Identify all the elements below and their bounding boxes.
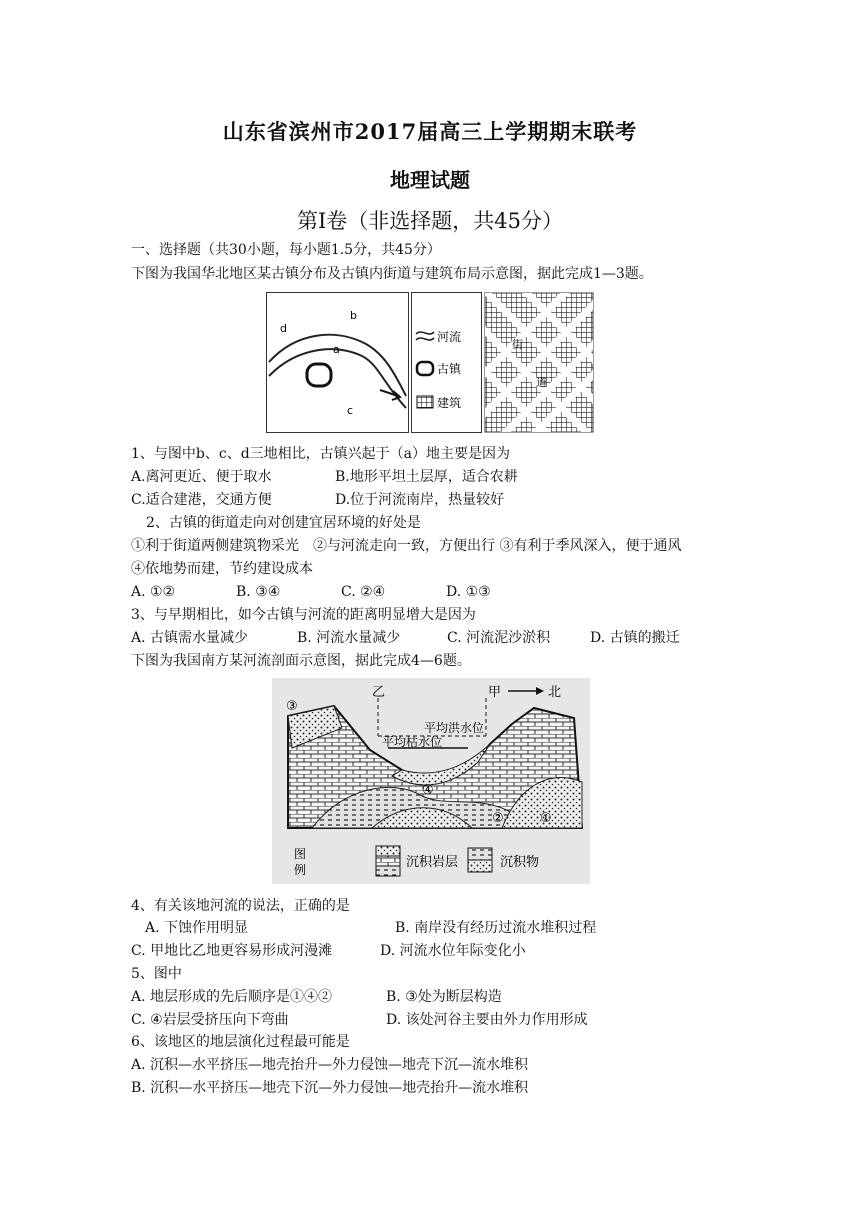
paper-title: 山东省滨州市2017届高三上学期期末联考 (222, 119, 638, 144)
point-jia: 甲 (488, 685, 502, 700)
figure2-svg (272, 678, 590, 884)
q5-stem: 5、图中 (131, 966, 182, 982)
q4-option-a: A. 下蚀作用明显 (145, 920, 249, 936)
building-legend-icon (417, 396, 433, 408)
q2-statement-1: ①利于街道两侧建筑物采光 ②与河流走向一致，方便出行 ③有利于季风深入，便于通风 (131, 538, 682, 554)
legend-title-b: 例 (294, 863, 307, 877)
q6-option-b: B. 沉积—水平挤压—地壳下沉—外力侵蚀—地壳抬升—流水堆积 (131, 1080, 529, 1096)
dry-level-label: 平均枯水位 (382, 735, 443, 749)
q6-option-a: A. 沉积—水平挤压—地壳抬升—外力侵蚀—地壳下沉—流水堆积 (131, 1057, 529, 1073)
q5-option-d: D. 该处河谷主要由外力作用形成 (386, 1012, 588, 1028)
street-char-1: 街 (512, 338, 523, 351)
q3-option-d: D. 古镇的搬迁 (590, 630, 680, 646)
legend-rock: 沉积岩层 (406, 855, 459, 870)
rock-legend-icon (376, 846, 400, 856)
legend-town: 古镇 (437, 362, 462, 376)
legend-title-a: 图 (294, 847, 307, 861)
map-label-d: d (280, 322, 287, 335)
q5-option-c: C. ④岩层受挤压向下弯曲 (131, 1012, 289, 1028)
stratum-label-4: ④ (422, 783, 434, 798)
q2-option-b: B. ③④ (236, 584, 281, 600)
q6-stem: 6、该地区的地层演化过程最可能是 (131, 1034, 350, 1050)
flood-level-label: 平均洪水位 (424, 721, 485, 735)
sediment-legend-icon (468, 848, 492, 860)
stratum-label-2: ② (492, 811, 504, 826)
section-heading: 一、选择题（共30小题，每小题1.5分，共45分） (131, 242, 441, 258)
legend-building: 建筑 (437, 396, 462, 410)
legend-sediment: 沉积物 (500, 855, 540, 870)
q1-option-c: C.适合建港，交通方便 (131, 492, 272, 508)
q1-stem: 1、与图中b、c、d三地相比，古镇兴起于（a）地主要是因为 (131, 446, 511, 462)
volume-title: 第I卷（非选择题，共45分） (296, 209, 564, 233)
map-label-b: b (350, 309, 357, 322)
q4-option-c: C. 甲地比乙地更容易形成河漫滩 (131, 943, 333, 959)
figure1-town-map (266, 292, 594, 433)
q5-option-b: B. ③处为断层构造 (386, 989, 502, 1005)
q3-option-c: C. 河流泥沙淤积 (447, 630, 551, 646)
q5-option-a: A. 地层形成的先后顺序是①④② (131, 989, 333, 1005)
map-label-a: a (333, 343, 340, 356)
map-label-c: c (347, 404, 354, 417)
q1-option-a: A.离河更近、便于取水 (131, 469, 272, 485)
figure2-river-profile (272, 678, 590, 884)
q2-stem: 2、古镇的街道走向对创建宜居环境的好处是 (146, 515, 421, 531)
town-legend-icon (417, 362, 433, 375)
legend-river: 河流 (437, 330, 462, 344)
stratum-label-1: ① (540, 811, 552, 826)
figure1-intro: 下图为我国华北地区某古镇分布及古镇内街道与建筑布局示意图，据此完成1—3题。 (131, 266, 653, 282)
q4-option-d: D. 河流水位年际变化小 (380, 943, 526, 959)
q3-option-b: B. 河流水量减少 (297, 630, 401, 646)
q1-option-d: D.位于河流南岸，热量较好 (335, 492, 505, 508)
q4-option-b: B. 南岸没有经历过流水堆积过程 (395, 920, 597, 936)
q3-stem: 3、与早期相比，如今古镇与河流的距离明显增大是因为 (131, 607, 476, 623)
q2-option-a: A. ①② (131, 584, 176, 600)
q2-statement-2: ④依地势而建，节约建设成本 (131, 561, 313, 577)
q1-option-b: B.地形平坦土层厚，适合农耕 (335, 469, 518, 485)
q2-option-c: C. ②④ (341, 584, 386, 600)
point-yi: 乙 (372, 685, 386, 700)
q2-option-d: D. ①③ (446, 584, 491, 600)
stratum-label-3: ③ (286, 699, 298, 714)
street-char-2: 道 (536, 376, 547, 389)
figure2-intro: 下图为我国南方某河流剖面示意图，据此完成4—6题。 (131, 653, 471, 669)
subject-title: 地理试题 (390, 168, 470, 192)
q4-stem: 4、有关该地河流的说法，正确的是 (131, 898, 350, 914)
figure1-svg (266, 292, 594, 433)
q3-option-a: A. 古镇需水量减少 (131, 630, 249, 646)
north-label: 北 (548, 685, 562, 700)
